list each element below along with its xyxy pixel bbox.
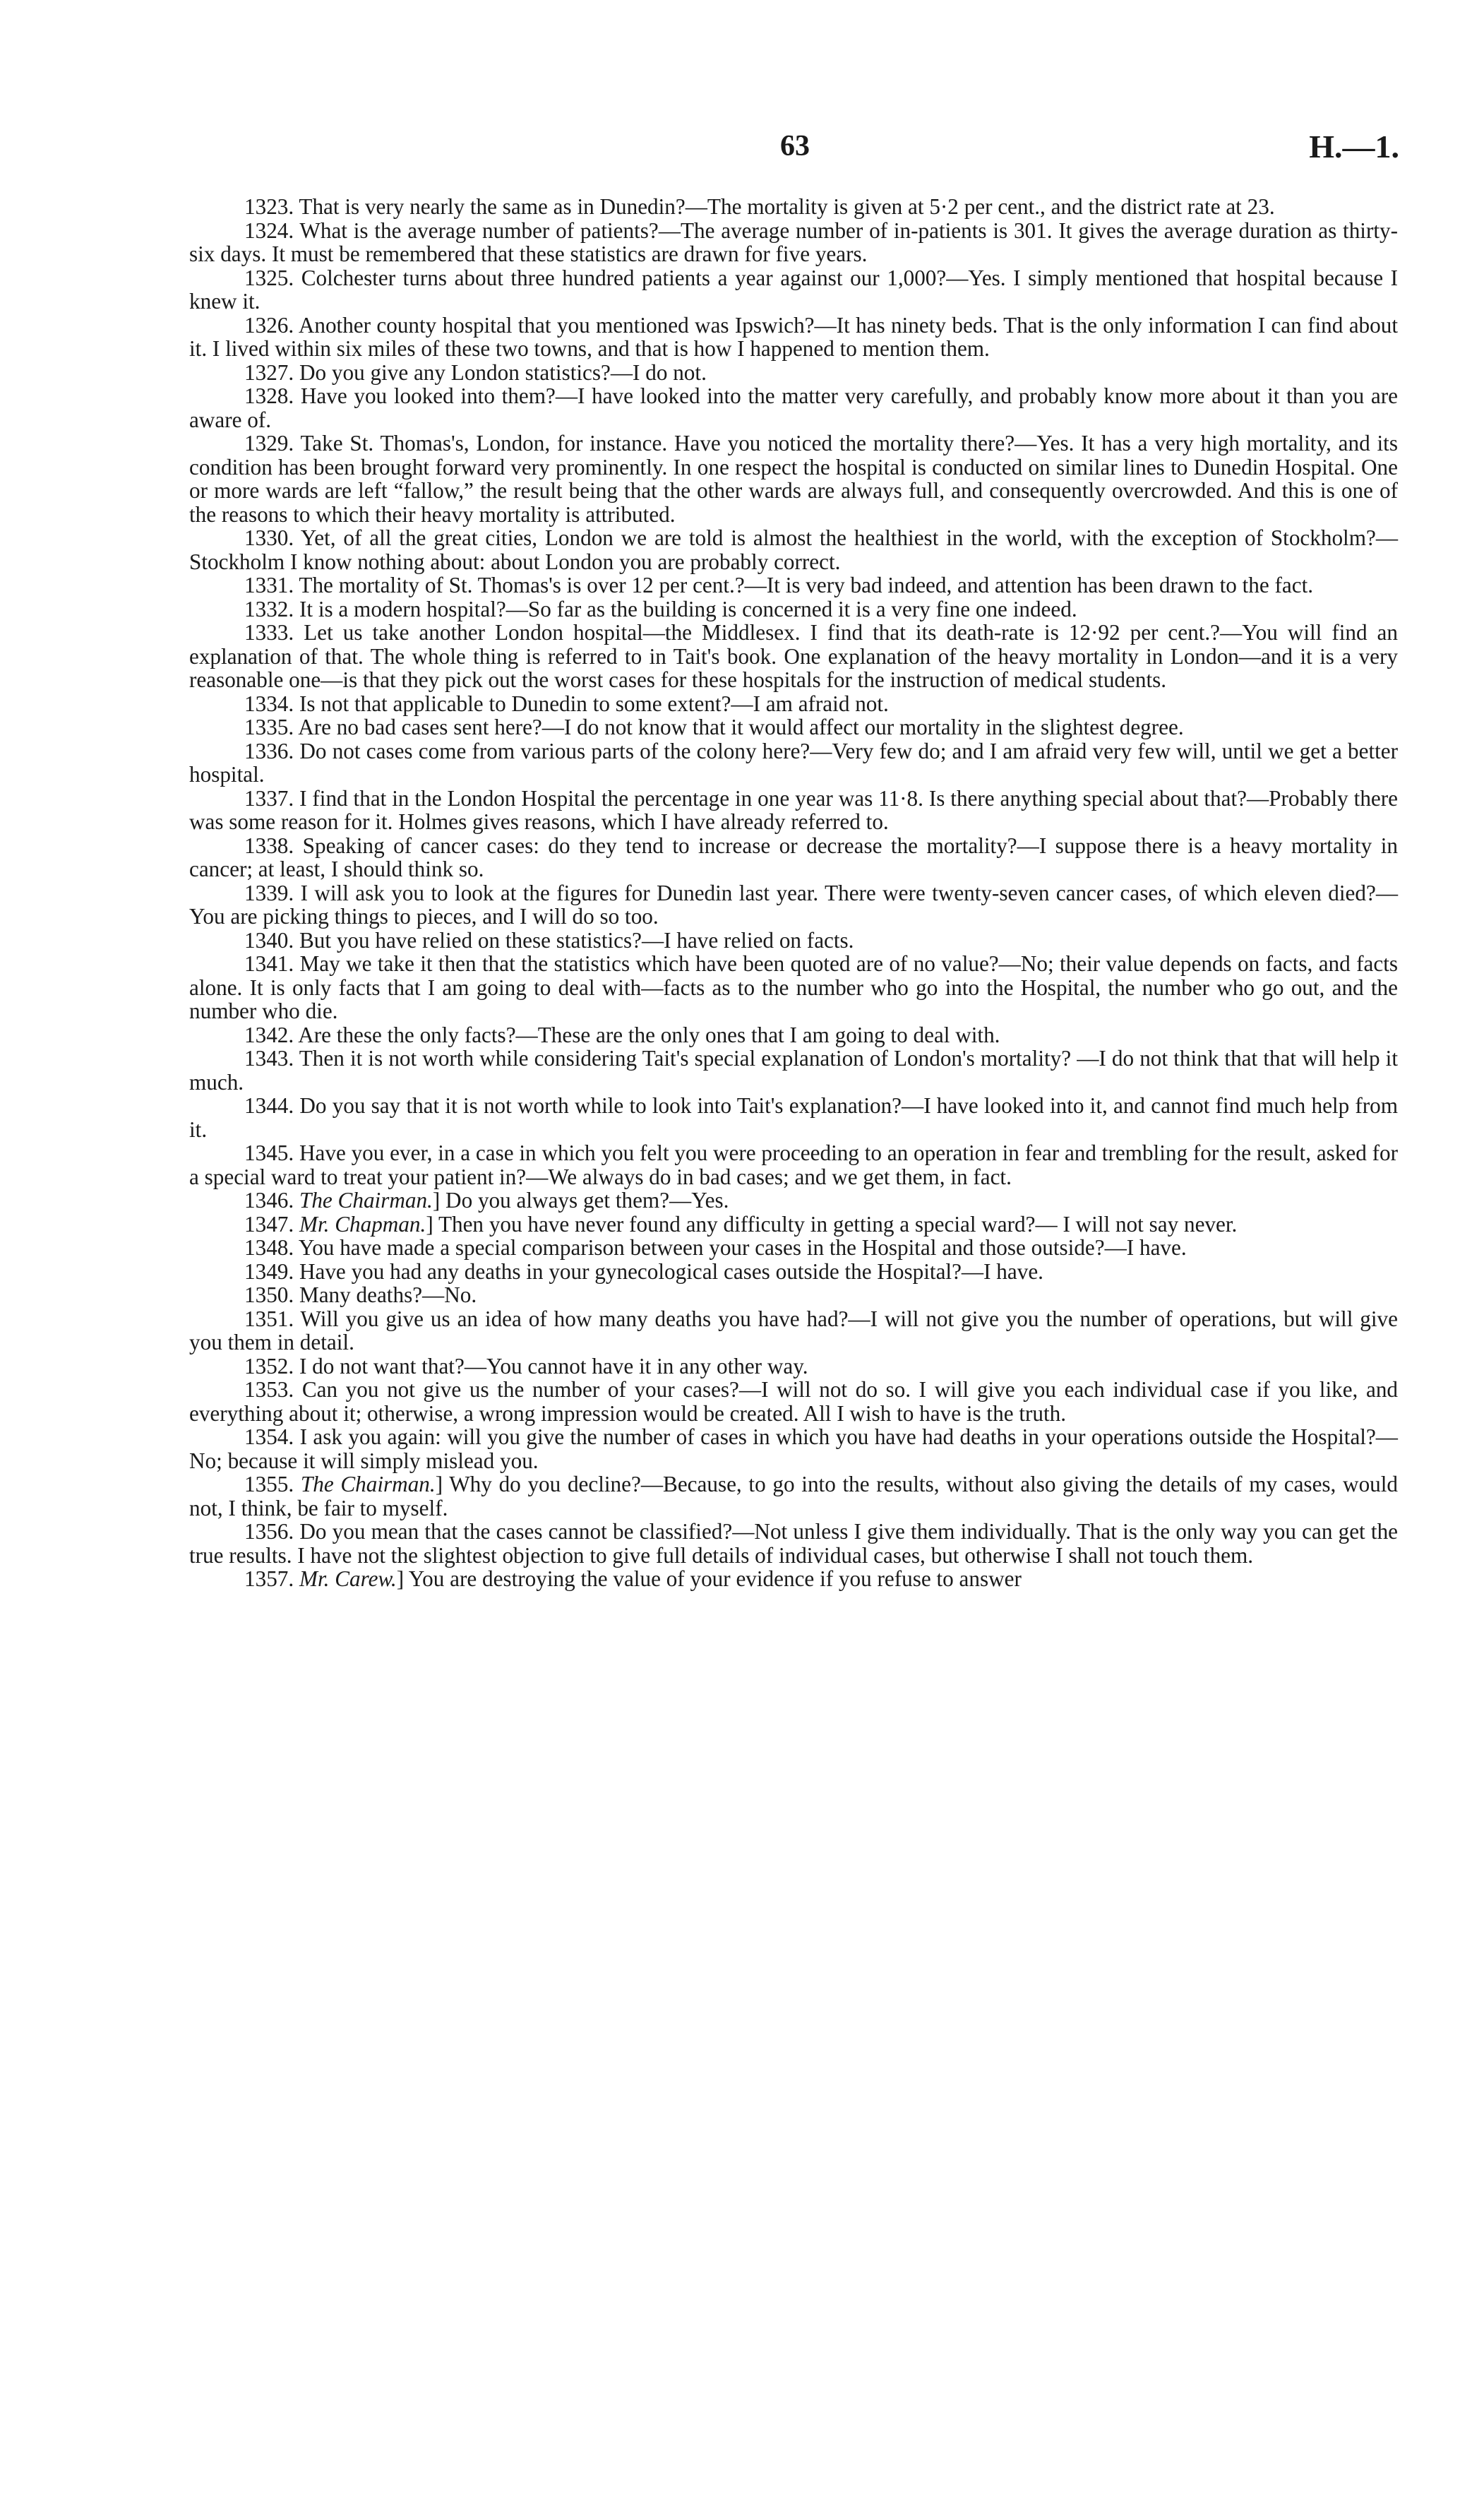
evidence-paragraph [189, 1094, 1398, 1141]
evidence-paragraph [189, 526, 1398, 573]
evidence-paragraph [189, 952, 1398, 1023]
paragraph-text: Yet, of all the great cities, London we are told is almost the healthiest in the world, with the exception of Stockholm?—Stockholm I know nothing about: about London you are probably correct. [189, 525, 1399, 574]
evidence-paragraph [189, 361, 1398, 385]
question-number: 1348. [244, 1235, 294, 1260]
evidence-paragraph [189, 1425, 1398, 1472]
paragraph-text: Another county hospital that you mentioned was Ipswich?—It has ninety beds. That is the only information I can find about it. I lived within six miles of these two towns, and that is how I happened to mention them. [189, 312, 1399, 361]
question-number: 1336. [244, 738, 294, 763]
speaker-bracket: ] [396, 1566, 405, 1591]
speaker-name: The Chairman. [300, 1472, 436, 1496]
question-number: 1330. [244, 525, 294, 550]
evidence-paragraph [189, 219, 1398, 266]
question-number: 1347. [244, 1211, 294, 1237]
speaker-name: Mr. Chapman. [299, 1211, 426, 1237]
paragraph-text: Do you give any London statistics?—I do not. [299, 359, 707, 385]
evidence-paragraph [189, 1307, 1398, 1354]
question-number: 1345. [244, 1141, 294, 1165]
question-number: 1338. [244, 833, 294, 858]
evidence-paragraph [189, 621, 1398, 692]
speaker-bracket: ] [426, 1211, 433, 1237]
paragraph-text: Are no bad cases sent here?—I do not know that it would affect our mortality in the slightest degree. [298, 715, 1184, 739]
evidence-paragraph [189, 573, 1398, 597]
paragraph-text: I will ask you to look at the figures for Dunedin last year. There were twenty-seven cancer cases, of which eleven died?—You are picking things to pieces, and I will do so too. [189, 880, 1399, 929]
evidence-paragraph [189, 1283, 1398, 1307]
evidence-paragraph [189, 1567, 1398, 1591]
question-number: 1334. [244, 691, 294, 716]
question-number: 1343. [244, 1046, 294, 1071]
paragraph-text: It is a modern hospital?—So far as the building is concerned it is a very fine one indeed. [299, 596, 1077, 621]
question-number: 1332. [244, 596, 294, 621]
evidence-paragraph [189, 715, 1398, 739]
question-number: 1323. [244, 194, 294, 219]
paragraph-text: Is not that applicable to Dunedin to some extent?—I am afraid not. [299, 691, 889, 716]
question-number: 1357. [244, 1566, 294, 1591]
question-number: 1325. [244, 265, 294, 290]
question-number: 1327. [244, 359, 294, 385]
question-number: 1354. [244, 1424, 294, 1449]
paragraph-text: Then it is not worth while considering Tait's special explanation of London's mortality? —I do not think that that will help it much. [189, 1046, 1398, 1095]
page-header [191, 124, 1399, 173]
question-number: 1328. [244, 383, 294, 408]
paragraph-text: What is the average number of patients?—The average number of in-patients is 301. It gives the average duration as thirty-six days. It must be remembered that these statistics are drawn for five years. [189, 218, 1398, 266]
question-number: 1353. [244, 1377, 294, 1402]
page-number: 63 [780, 130, 810, 162]
paragraph-text: Are these the only facts?—These are the only ones that I am going to deal with. [298, 1022, 1000, 1047]
question-number: 1340. [244, 927, 294, 953]
paragraph-text: Do not cases come from various parts of the colony here?—Very few do; and I am afraid very few will, until we get a better hospital. [189, 738, 1399, 787]
paragraph-text: Have you ever, in a case in which you felt you were proceeding to an operation in fear and trembling for the result, asked for a special ward to treat your patient in?—We always do in bad cases; and we get them, in fact. [189, 1141, 1399, 1189]
question-number: 1337. [244, 785, 294, 811]
evidence-paragraph [189, 1047, 1398, 1094]
paragraph-text: Have you had any deaths in your gynecological cases outside the Hospital?—I have. [299, 1258, 1043, 1284]
question-number: 1324. [244, 218, 294, 243]
question-number: 1352. [244, 1353, 294, 1378]
question-number: 1333. [244, 620, 294, 645]
evidence-paragraph [189, 929, 1398, 953]
evidence-paragraph [189, 1260, 1398, 1284]
paragraph-text: Take St. Thomas's, London, for instance. Have you noticed the mortality there?—Yes. It has a very high mortality, and its condition has been brought forward very prominently. In one respect the hospital is conducted on similar lines to Dunedin Hospital. One or more wards are left “fallow,” the result being that the other wards are always full, and consequently overcrowded. And this is one of the reasons to which their heavy mortality is attributed. [189, 431, 1398, 527]
speaker-bracket: ] [432, 1188, 441, 1213]
evidence-paragraph [189, 1236, 1398, 1260]
paragraph-text: You have made a special comparison between your cases in the Hospital and those outside?—I have. [298, 1235, 1187, 1260]
paragraph-text: That is very nearly the same as in Dunedin?—The mortality is given at 5·2 per cent., and the district rate at 23. [299, 194, 1275, 219]
paragraph-text: You are destroying the value of your evidence if you refuse to answer [408, 1566, 1022, 1591]
question-number: 1335. [244, 715, 294, 739]
evidence-paragraph [189, 1213, 1398, 1237]
evidence-paragraph [189, 195, 1398, 219]
paragraph-text: Let us take another London hospital—the Middlesex. I find that its death-rate is 12·92 per cent.?—You will find an explanation of that. The whole thing is referred to in Tait's book. One explanation of the heavy mortality in London—and it is a very reasonable one—is that they pick out the worst cases for these hospitals for the instruction of medical students. [189, 620, 1398, 692]
evidence-body [189, 195, 1398, 1591]
evidence-paragraph [189, 787, 1398, 834]
paragraph-text: I find that in the London Hospital the percentage in one year was 11·8. Is there anything special about that?—Probably there was some reason for it. Holmes gives reasons, which I have already referred to. [189, 785, 1398, 834]
question-number: 1329. [244, 431, 294, 455]
evidence-paragraph [189, 1520, 1398, 1567]
evidence-paragraph [189, 1023, 1398, 1047]
question-number: 1331. [244, 573, 294, 597]
paragraph-text: But you have relied on these statistics?—I have relied on facts. [299, 927, 854, 953]
paper-reference: H.—1. [1309, 129, 1399, 165]
evidence-paragraph [189, 1378, 1398, 1425]
evidence-paragraph [189, 881, 1398, 929]
paragraph-text: The mortality of St. Thomas's is over 12 per cent.?—It is very bad indeed, and attention has been drawn to the fact. [299, 573, 1314, 597]
evidence-paragraph [189, 266, 1398, 314]
evidence-paragraph [189, 1189, 1398, 1213]
evidence-paragraph [189, 597, 1398, 621]
question-number: 1349. [244, 1258, 294, 1284]
question-number: 1350. [244, 1282, 294, 1307]
evidence-paragraph [189, 834, 1398, 881]
evidence-paragraph [189, 314, 1398, 361]
question-number: 1346. [244, 1188, 294, 1213]
paragraph-text: May we take it then that the statistics which have been quoted are of no value?—No; their value depends on facts, and facts alone. It is only facts that I am going to deal with—facts as to the number who go into the Hospital, the number who go out, and the number who die. [189, 951, 1398, 1023]
speaker-name: The Chairman. [299, 1188, 433, 1213]
paragraph-text: Do you mean that the cases cannot be classified?—Not unless I give them individually. That is the only way you can get the true results. I have not the slightest objection to give full details of individual cases, but otherwise I shall not touch them. [189, 1519, 1399, 1568]
evidence-paragraph [189, 1354, 1398, 1378]
paragraph-text: Many deaths?—No. [299, 1282, 477, 1307]
paragraph-text: Do you say that it is not worth while to look into Tait's explanation?—I have looked into it, and cannot find much help from it. [189, 1093, 1398, 1142]
speaker-name: Mr. Carew. [299, 1566, 397, 1591]
paragraph-text: Colchester turns about three hundred patients a year against our 1,000?—Yes. I simply mentioned that hospital because I knew it. [189, 265, 1398, 314]
question-number: 1356. [244, 1519, 294, 1544]
evidence-paragraph [189, 692, 1398, 716]
paragraph-text: Do you always get them?—Yes. [445, 1188, 729, 1213]
paragraph-text: Have you looked into them?—I have looked into the matter very carefully, and probably know more about it than you are aware of. [189, 383, 1399, 432]
evidence-paragraph [189, 739, 1398, 787]
speaker-bracket: ] [435, 1472, 443, 1496]
question-number: 1351. [244, 1306, 294, 1331]
question-number: 1342. [244, 1022, 294, 1047]
paragraph-text: Speaking of cancer cases: do they tend to increase or decrease the mortality?—I suppose there is a heavy mortality in cancer; at least, I should think so. [189, 833, 1398, 881]
paragraph-text: I ask you again: will you give the number of cases in which you have had deaths in your operations outside the Hospital?—No; because it will simply mislead you. [189, 1424, 1398, 1473]
paragraph-text: Then you have never found any difficulty in getting a special ward?— I will not say never. [438, 1211, 1238, 1237]
question-number: 1355. [244, 1472, 294, 1496]
paragraph-text: Will you give us an idea of how many deaths you have had?—I will not give you the number of operations, but will give you them in detail. [189, 1306, 1398, 1354]
paragraph-text: I do not want that?—You cannot have it in any other way. [299, 1353, 808, 1378]
paragraph-text: Can you not give us the number of your cases?—I will not do so. I will give you each individual case if you like, and everything about it; otherwise, a wrong impression would be created. All I wish to have is the truth. [189, 1377, 1399, 1426]
question-number: 1341. [244, 951, 294, 976]
evidence-paragraph [189, 431, 1398, 526]
evidence-paragraph [189, 384, 1398, 431]
question-number: 1326. [244, 312, 294, 338]
paragraph-text: Why do you decline?—Because, to go into the results, without also giving the details of my cases, would not, I think, be fair to myself. [189, 1472, 1399, 1520]
question-number: 1339. [244, 880, 294, 905]
question-number: 1344. [244, 1093, 294, 1118]
evidence-paragraph [189, 1472, 1398, 1520]
evidence-paragraph [189, 1141, 1398, 1189]
